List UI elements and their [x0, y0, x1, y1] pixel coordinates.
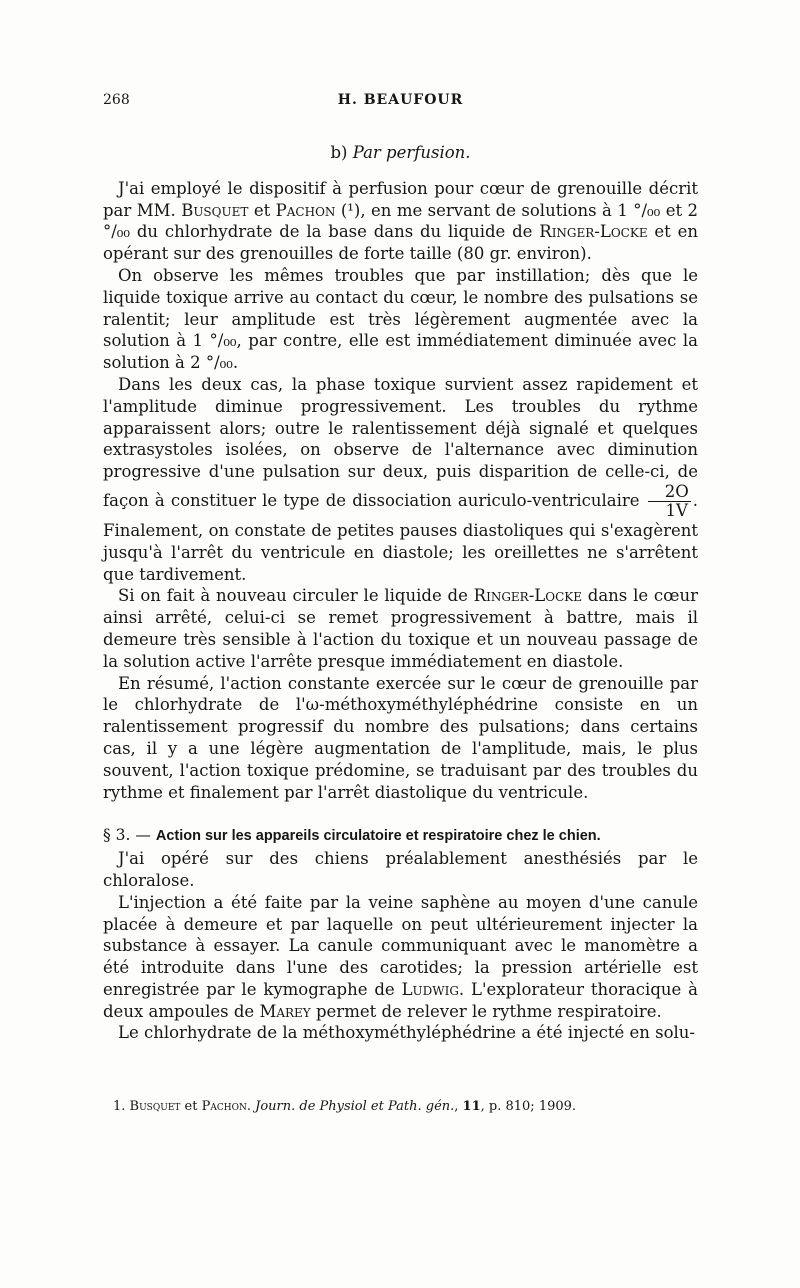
- text-run: L'injection a été faite par la veine saphène au moyen d'une canule placée à demeure et par laquelle on peut ultérieurement injecter la substance à essayer. La canule communiquant avec le manomètre a été introduite dans l'une des carotides; la pression artérielle est enregistrée par le kymographe de: [103, 892, 698, 999]
- section-title: Action sur les appareils circulatoire et respiratoire chez le chien.: [155, 828, 601, 845]
- section-number: § 3. —: [103, 826, 151, 845]
- journal-title: Journ. de Physiol et Path. gén.: [255, 1099, 455, 1114]
- text-run: permet de relever le rythme respiratoire.: [315, 1001, 662, 1021]
- paragraph: J'ai opéré sur des chiens préalablement anesthésiés par le chloralose.: [103, 849, 698, 890]
- proper-name: Ludwig: [401, 979, 459, 999]
- text-run: Si on fait à nouveau circuler le liquide de: [118, 586, 468, 606]
- proper-name: Ringer-Locke: [539, 222, 648, 242]
- text-run: et en opérant sur des grenouilles de forte taille (80 gr. environ).: [103, 222, 698, 264]
- main-text: [103, 142, 698, 1044]
- text-run: . L'explorateur thoracique à deux ampoules de: [103, 979, 698, 1021]
- paragraph: [103, 585, 698, 672]
- paragraph: On observe les mêmes troubles que par instillation; dès que le liquide toxique arrive au contact du cœur, le nombre des pulsations se ralentit; leur amplitude est très légèrement augmentée avec la solution à 1 °/₀₀, par contre, elle est immédiatement diminuée avec la solution à 2 °/₀₀.: [103, 265, 698, 373]
- running-title: H. BEAUFOUR: [337, 92, 464, 108]
- author-name: Pachon.: [201, 1099, 251, 1114]
- paragraph: [103, 374, 698, 585]
- fraction-denominator: 1V: [665, 500, 688, 520]
- text-run: , en me servant de solutions à 1 °/₀₀ et 2 °/₀₀ du chlorhydrate de la base dans du liquide de: [103, 200, 699, 242]
- author-name: Pachon: [275, 200, 336, 220]
- footnote-number: 1.: [113, 1099, 126, 1114]
- footnote-ref[interactable]: (¹): [340, 200, 361, 220]
- author-name: Busquet: [129, 1099, 181, 1114]
- proper-name: Ringer-Locke: [473, 586, 582, 606]
- paragraph: [103, 892, 698, 1023]
- fraction-numerator: 2O: [648, 483, 691, 502]
- section-heading: [103, 825, 698, 848]
- text-run: J'ai employé le dispositif à perfusion pour cœur de grenouille décrit par MM.: [103, 178, 698, 220]
- text-run: et: [253, 200, 271, 220]
- text-run: . Finalement, on constate de petites pauses diastoliques qui s'exagèrent jusqu'à l'arrêt du ventricule en diastole; les oreillettes ne s'arrêtent que tardivement.: [103, 490, 699, 584]
- subsection-label: b): [330, 143, 348, 162]
- subsection-title: Par perfusion.: [352, 143, 471, 162]
- citation-rest: , p. 810; 1909.: [480, 1099, 577, 1114]
- proper-name: Marey: [259, 1001, 311, 1021]
- subsection-heading: [103, 142, 698, 164]
- paragraph: En résumé, l'action constante exercée sur le cœur de grenouille par le chlorhydrate de l'ω-méthoxyméthyléphédrine consiste en un ralentissement progressif du nombre des pulsations; dans certains cas, il y a une légère augmentation de l'amplitude, mais, le plus souvent, l'action toxique prédomine, se traduisant par des troubles du rythme et finalement par l'arrêt diastolique du ventricule.: [103, 673, 698, 802]
- page-number: 268: [103, 92, 130, 108]
- journal-volume: 11: [462, 1099, 481, 1114]
- fraction: [648, 483, 691, 520]
- text-run: dans le cœur ainsi arrêté, celui-ci se remet progressivement à battre, mais il demeure très sensible à l'action du toxique et un nouveau passage de la solution active l'arrête presque immédiatement en diastole.: [103, 586, 698, 671]
- page-header: [103, 92, 698, 112]
- paragraph: Le chlorhydrate de la méthoxyméthyléphédrine a été injecté en solu-: [118, 1023, 695, 1043]
- text-run: Dans les deux cas, la phase toxique survient assez rapidement et l'amplitude diminue progressivement. Les troubles du rythme apparaissent alors; outre le ralentissement déjà signalé et quelques extrasystoles isolées, on observe de l'alternance avec diminution progressive d'une pulsation sur deux, puis disparition de celle-ci, de façon à constituer le type de dissociation auriculo-ventriculaire: [103, 374, 698, 510]
- paragraph: [103, 178, 698, 265]
- spacer: [103, 803, 698, 825]
- author-name: Busquet: [181, 200, 249, 220]
- text-run: et: [184, 1099, 198, 1114]
- footnote: 1. Busquet et Pachon. Journ. de Physiol et Path. gén., 11, p. 810; 1909.: [113, 1099, 577, 1114]
